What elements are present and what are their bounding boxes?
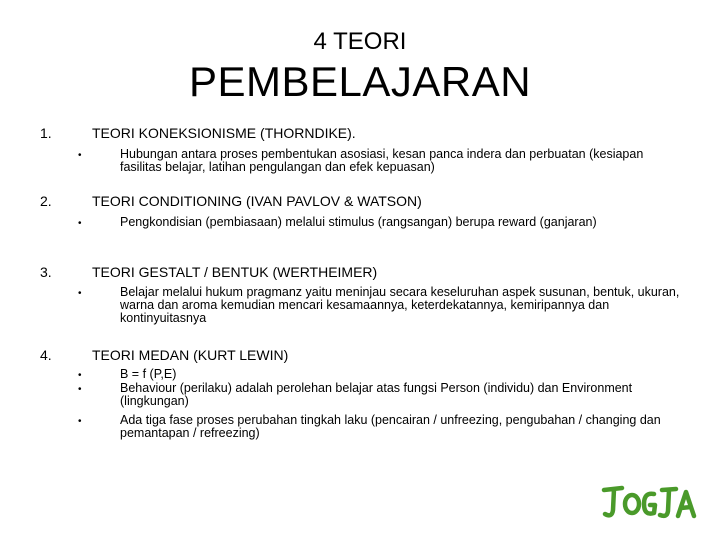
- jogja-logo-icon: [600, 480, 700, 524]
- bullet-text: Hubungan antara proses pembentukan asosiasi, kesan panca indera dan perbuatan (kesiapan fasilitas belajar, latihan pengulangan dan efek kepuasan): [120, 147, 644, 174]
- section-heading: TEORI GESTALT / BENTUK (WERTHEIMER): [92, 264, 378, 280]
- bullet-marker: •: [78, 384, 82, 395]
- section-heading: TEORI CONDITIONING (IVAN PAVLOV & WATSON): [92, 193, 422, 209]
- bullet-text: B = f (P,E): [120, 367, 177, 381]
- bullet-marker: •: [78, 218, 82, 229]
- bullet-text: Ada tiga fase proses perubahan tingkah laku (pencairan / unfreezing, pengubahan / changing dan pemantapan / refreezing): [120, 413, 661, 440]
- slide-title-line2: PEMBELAJARAN: [188, 58, 532, 105]
- bullet-text: Belajar melalui hukum pragmanz yaitu meninjau secara keseluruhan aspek susunan, bentuk, ukuran, warna dan aroma kemudian mencari kesamaannya, keterdekatannya, kemiripannya dan kontinyuitasnya: [120, 285, 680, 325]
- section-number: 1.: [40, 125, 52, 141]
- slide-title-line1: 4 TEORI: [313, 28, 407, 55]
- bullet-text: Behaviour (perilaku) adalah perolehan belajar atas fungsi Person (individu) dan Environment (lingkungan): [120, 381, 633, 408]
- bullet-marker: •: [78, 416, 82, 427]
- section-number: 2.: [40, 193, 52, 209]
- bullet-marker: •: [78, 370, 82, 381]
- section-heading: TEORI MEDAN (KURT LEWIN): [92, 347, 289, 363]
- bullet-marker: •: [78, 150, 82, 161]
- section-heading: TEORI KONEKSIONISME (THORNDIKE).: [92, 125, 356, 141]
- bullet-marker: •: [78, 288, 82, 299]
- section-number: 4.: [40, 347, 52, 363]
- section-number: 3.: [40, 264, 52, 280]
- bullet-text: Pengkondisian (pembiasaan) melalui stimulus (rangsangan) berupa reward (ganjaran): [120, 215, 597, 229]
